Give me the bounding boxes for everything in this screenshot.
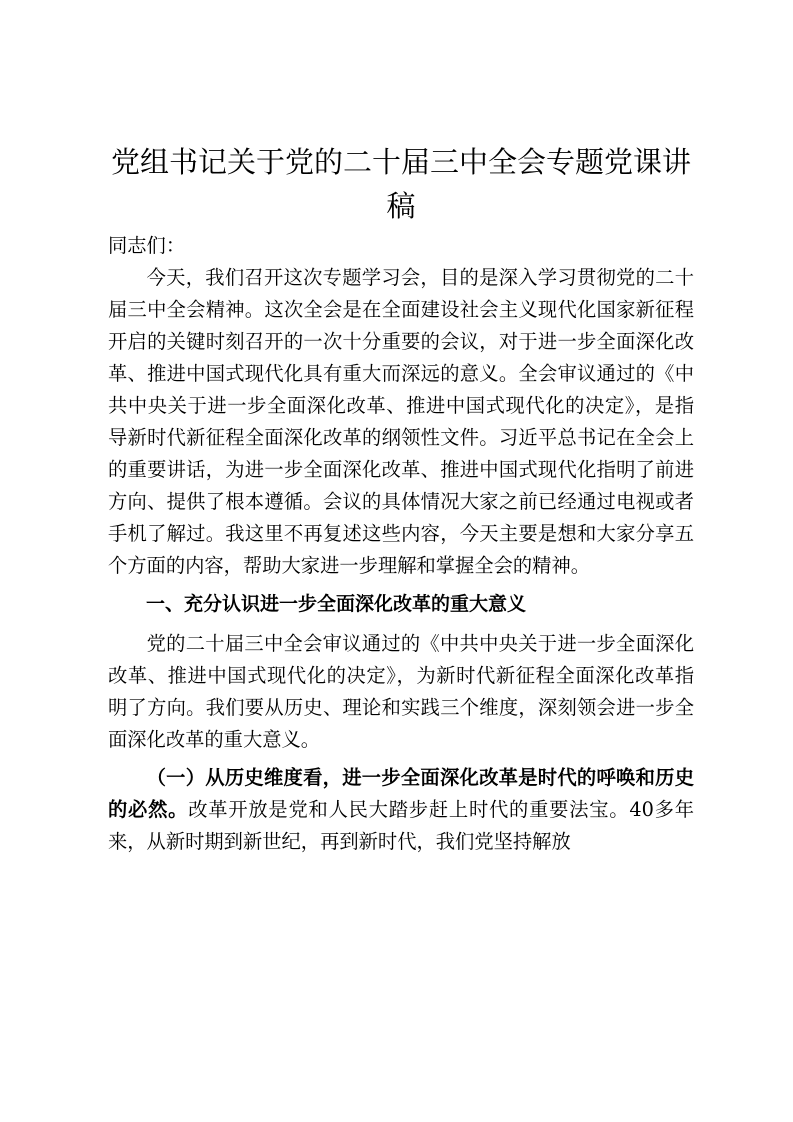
salutation: 同志们： xyxy=(108,234,186,257)
section1-paragraph: 党的二十届三中全会审议通过的《中共中央关于进一步全面深化改革、推进中国式现代化的决定》，为新时代新征程全面深化改革指明了方向。我们要从历史、理论和实践三个维度，深刻领会进一步全面深化改革的重大意义。 xyxy=(108,632,694,751)
subsection1-body: 改革开放是党和人民大踏步赶上时代的重要法宝。40多年来，从新时期到新世纪，再到新时代，我们党坚持解放 xyxy=(108,798,694,853)
document-title: 党组书记关于党的二十届三中全会专题党课讲稿 xyxy=(110,145,691,223)
section-heading-1: 一、充分认识进一步全面深化改革的重大意义 xyxy=(146,593,527,615)
subsection1-paragraph xyxy=(108,762,694,858)
document-page xyxy=(108,140,694,858)
subsection-heading-1: （一）从历史维度看，进一步全面深化改革是时代的呼唤和历史的必然。 xyxy=(108,766,694,821)
intro-paragraph: 今天，我们召开这次专题学习会，目的是深入学习贯彻党的二十届三中全会精神。这次全会是在全面建设社会主义现代化国家新征程开启的关键时刻召开的一次十分重要的会议，对于进一步全面深化改革、推进中国式现代化具有重大而深远的意义。全会审议通过的《中共中央关于进一步全面深化改革、推进中国式现代化的决定》，是指导新时代新征程全面深化改革的纲领性文件。习近平总书记在全会上的重要讲话，为进一步全面深化改革、推进中国式现代化指明了前进方向、提供了根本遵循。会议的具体情况大家之前已经通过电视或者手机了解过。我这里不再复述这些内容，今天主要是想和大家分享五个方面的内容，帮助大家进一步理解和掌握全会的精神。 xyxy=(108,266,694,577)
